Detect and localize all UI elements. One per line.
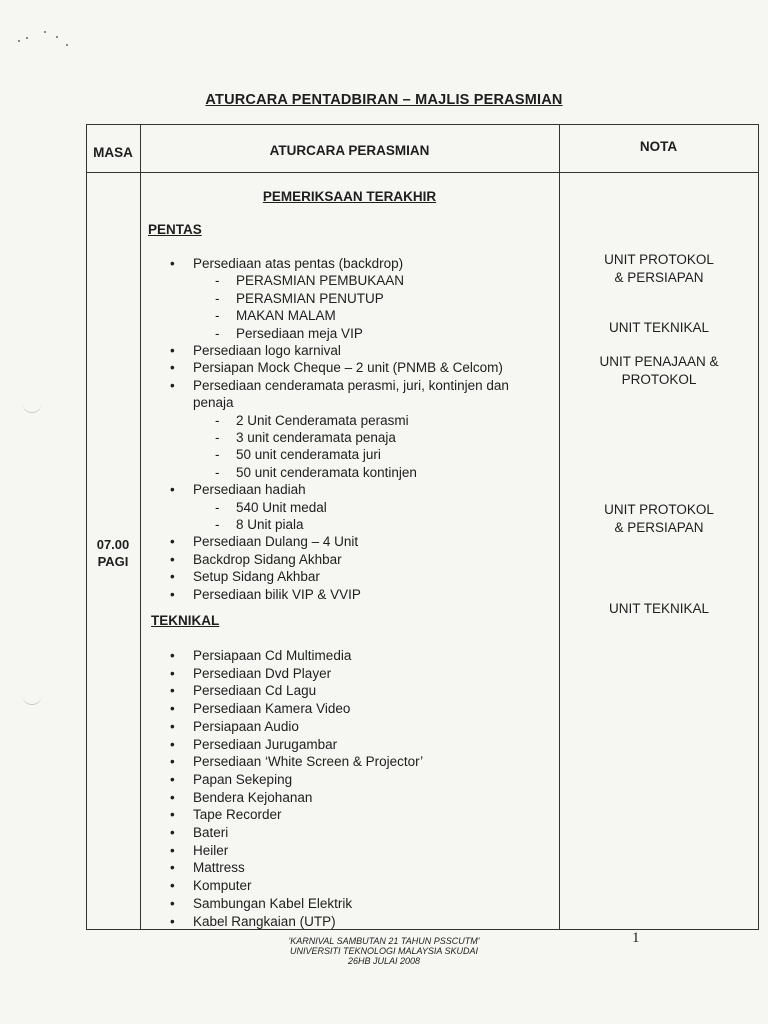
pentas-item: Persediaan Dulang – 4 Unit	[193, 534, 359, 550]
dash-marker: -	[215, 308, 220, 324]
bullet-marker: •	[170, 586, 175, 602]
nota-line: UNIT PROTOKOL	[604, 502, 714, 517]
nota-line: UNIT PROTOKOL	[604, 252, 714, 267]
scan-speck	[56, 36, 58, 38]
time-period: PAGI	[97, 554, 129, 569]
teknikal-item: Persiapaan Cd Multimedia	[193, 648, 352, 663]
bullet-marker: •	[170, 913, 175, 929]
time-value: 07.00	[96, 537, 130, 552]
bullet-marker: •	[170, 482, 175, 498]
dash-marker: -	[215, 517, 220, 532]
bullet-marker: •	[170, 878, 175, 894]
dash-marker: -	[215, 325, 220, 341]
bullet-marker: •	[170, 256, 175, 271]
bullet-marker: •	[170, 648, 175, 663]
pentas-item: MAKAN MALAM	[236, 308, 336, 324]
pentas-item: Backdrop Sidang Akhbar	[193, 551, 342, 567]
nota-line: UNIT TEKNIKAL	[608, 320, 710, 335]
bullet-marker: •	[170, 860, 175, 876]
pentas-item: penaja	[193, 395, 234, 411]
bullet-marker: •	[170, 771, 175, 787]
footer-event: 'KARNIVAL SAMBUTAN 21 TAHUN PSSCUTM'	[288, 936, 480, 946]
pentas-item: Persediaan logo karnival	[193, 343, 341, 358]
bullet-marker: •	[170, 343, 175, 358]
pentas-item: PERASMIAN PENUTUP	[236, 290, 384, 306]
pentas-item: Persediaan hadiah	[193, 482, 306, 498]
bullet-marker: •	[170, 701, 175, 717]
header-aturcara: ATURCARA PERASMIAN	[269, 143, 430, 158]
teknikal-item: Papan Sekeping	[193, 771, 293, 787]
scan-speck	[26, 37, 28, 39]
pentas-item: Persediaan bilik VIP & VVIP	[193, 586, 361, 602]
bullet-marker: •	[170, 825, 175, 840]
bullet-marker: •	[170, 665, 175, 681]
pentas-item: Persediaan meja VIP	[236, 325, 363, 341]
bullet-marker: •	[170, 683, 175, 699]
bullet-marker: •	[170, 842, 175, 858]
teknikal-item: Persiapaan Audio	[193, 718, 299, 734]
teknikal-item: Persediaan Dvd Player	[193, 665, 332, 681]
nota-line: & PERSIAPAN	[614, 269, 704, 285]
bullet-marker: •	[170, 718, 175, 734]
pentas-item: 2 Unit Cenderamata perasmi	[236, 412, 409, 428]
footer-date: 26HB JULAI 2008	[347, 956, 421, 966]
nota-line: PROTOKOL	[621, 371, 697, 387]
time-cell	[86, 536, 140, 570]
nota-line: & PERSIAPAN	[614, 519, 704, 535]
teknikal-item: Sambungan Kabel Elektrik	[193, 895, 353, 911]
pentas-item: 50 unit cenderamata kontinjen	[236, 464, 417, 480]
bullet-marker: •	[170, 895, 175, 911]
dash-marker: -	[215, 273, 220, 289]
section-title: PEMERIKSAAN TERAKHIR	[262, 189, 437, 204]
nota-entry	[560, 319, 758, 337]
teknikal-item: Persediaan Cd Lagu	[193, 683, 317, 699]
bullet-marker: •	[170, 569, 175, 585]
header-masa: MASA	[93, 145, 133, 160]
scan-speck	[66, 44, 68, 46]
pentas-item: 3 unit cenderamata penaja	[236, 430, 396, 445]
bullet-marker: •	[170, 551, 175, 567]
dash-marker: -	[215, 464, 220, 480]
scan-speck	[44, 31, 46, 33]
nota-entry	[560, 353, 758, 388]
teknikal-item: Heiler	[193, 842, 229, 858]
teknikal-item: Mattress	[193, 860, 245, 876]
bullet-marker: •	[170, 534, 175, 550]
bullet-marker: •	[170, 736, 175, 752]
footer-university: UNIVERSITI TEKNOLOGI MALAYSIA SKUDAI	[289, 946, 479, 956]
bullet-marker: •	[170, 360, 175, 376]
dash-marker: -	[215, 430, 220, 445]
teknikal-item: Bateri	[193, 825, 229, 840]
pentas-item: 8 Unit piala	[236, 517, 304, 532]
teknikal-item: Persediaan Kamera Video	[193, 701, 351, 717]
pentas-item: Persiapan Mock Cheque – 2 unit (PNMB & Celcom)	[193, 360, 503, 376]
nota-entry	[560, 600, 758, 618]
bullet-marker: •	[170, 807, 175, 823]
document-title: ATURCARA PENTADBIRAN – MAJLIS PERASMIAN	[205, 92, 563, 108]
header-nota: NOTA	[639, 139, 678, 154]
nota-entry	[560, 501, 758, 536]
pentas-item: 50 unit cenderamata juri	[236, 447, 381, 463]
teknikal-item: Tape Recorder	[193, 807, 282, 823]
bullet-marker: •	[170, 789, 175, 805]
pentas-item: Persediaan atas pentas (backdrop)	[193, 256, 404, 271]
dash-marker: -	[215, 499, 220, 515]
nota-line: UNIT PENAJAAN &	[599, 354, 719, 369]
dash-marker: -	[215, 290, 220, 306]
punch-hole-mark	[22, 396, 42, 413]
teknikal-item: Kabel Rangkaian (UTP)	[193, 913, 336, 929]
pentas-item: 540 Unit medal	[236, 499, 327, 515]
scan-speck	[18, 40, 20, 42]
footer	[0, 936, 768, 966]
page-number: 1	[632, 930, 640, 946]
dash-marker: -	[215, 447, 220, 463]
pentas-heading: PENTAS	[148, 222, 202, 237]
teknikal-item: Bendera Kejohanan	[193, 789, 313, 805]
bullet-marker: •	[170, 377, 175, 393]
pentas-item: Setup Sidang Akhbar	[193, 569, 320, 585]
nota-entry	[560, 251, 758, 286]
pentas-item: Persediaan cenderamata perasmi, juri, kontinjen dan	[193, 377, 509, 393]
teknikal-item: Persediaan ‘White Screen & Projector’	[193, 754, 424, 770]
bullet-marker: •	[170, 754, 175, 770]
teknikal-item: Persediaan Jurugambar	[193, 736, 338, 752]
dash-marker: -	[215, 412, 220, 428]
pentas-item: PERASMIAN PEMBUKAAN	[236, 273, 405, 289]
punch-hole-mark	[22, 688, 42, 705]
teknikal-item: Komputer	[193, 878, 252, 894]
teknikal-heading: TEKNIKAL	[151, 613, 220, 628]
nota-line: UNIT TEKNIKAL	[608, 601, 710, 616]
